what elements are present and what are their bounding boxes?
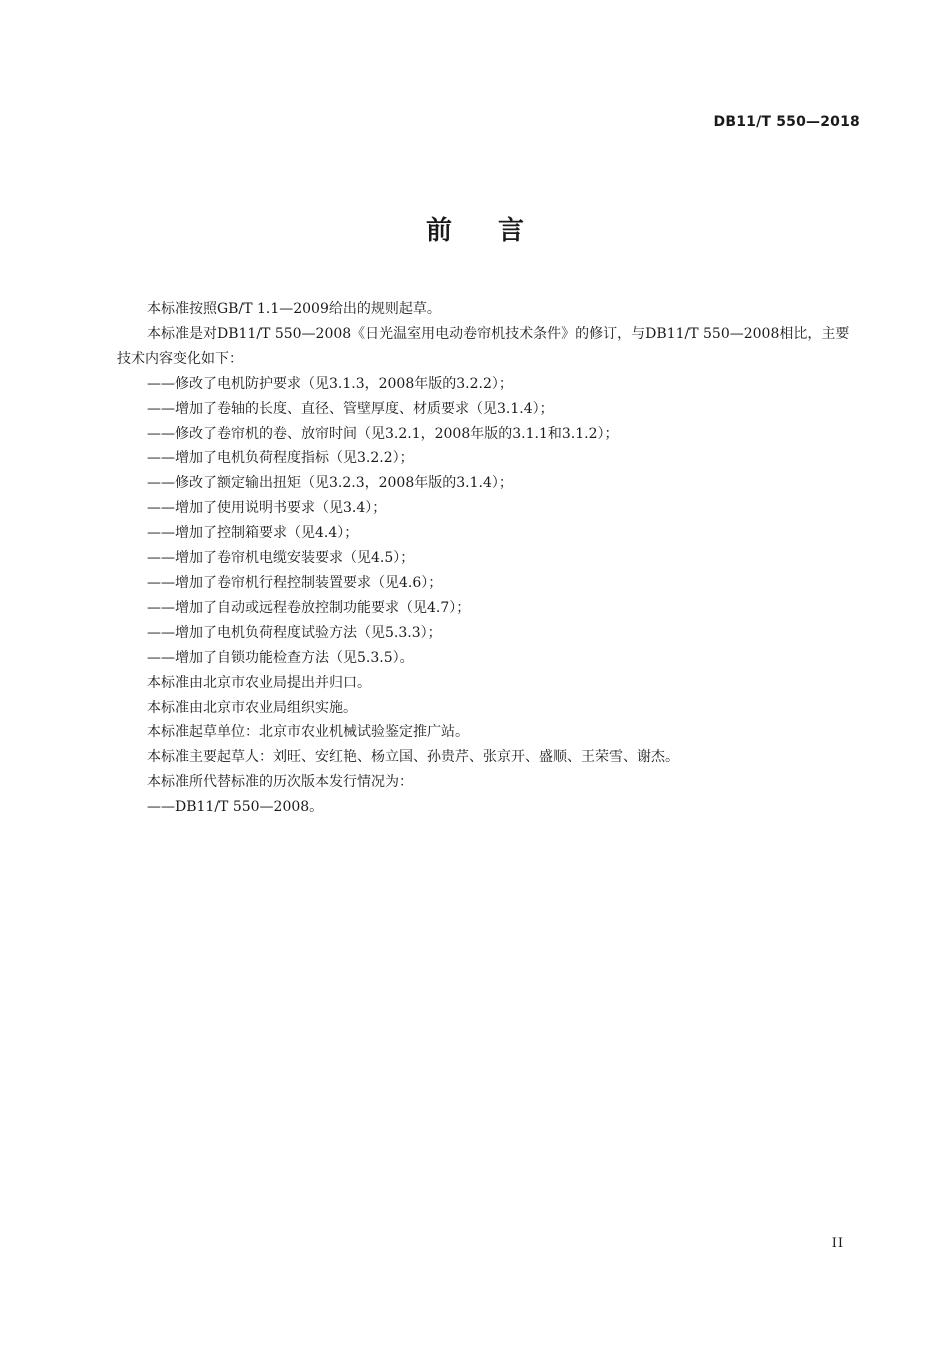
paragraph-proposer: 本标准由北京市农业局提出并归口。 xyxy=(147,674,371,691)
change-item: ——增加了自锁功能检查方法（见5.3.5）。 xyxy=(147,649,414,666)
paragraph-drafting-unit: 本标准起草单位：北京市农业机械试验鉴定推广站。 xyxy=(147,724,469,741)
change-item: ——增加了电机负荷程度试验方法（见5.3.3）； xyxy=(147,624,442,641)
page-title xyxy=(0,210,950,247)
title-char-2: 言 xyxy=(498,216,525,246)
paragraph-implementer: 本标准由北京市农业局组织实施。 xyxy=(147,699,357,716)
change-item: ——增加了电机负荷程度指标（见3.2.2）； xyxy=(147,450,414,467)
change-item: ——增加了卷帘机电缆安装要求（见4.5）； xyxy=(147,550,415,567)
change-item: ——修改了额定输出扭矩（见3.2.3，2008年版的3.1.4）； xyxy=(147,475,513,492)
change-item: ——增加了卷帘机行程控制装置要求（见4.6）； xyxy=(147,574,443,591)
change-item: ——增加了卷轴的长度、直径、管壁厚度、材质要求（见3.1.4）； xyxy=(147,400,554,417)
history-item: ——DB11/T 550—2008。 xyxy=(147,799,324,816)
document-code: DB11/T 550—2018 xyxy=(713,114,860,130)
foreword-body xyxy=(117,297,862,820)
page-number: II xyxy=(831,1236,844,1251)
paragraph-drafters: 本标准主要起草人：刘旺、安红艳、杨立国、孙贵芹、张京开、盛顺、王荣雪、谢杰。 xyxy=(147,749,679,766)
paragraph-history-intro: 本标准所代替标准的历次版本发行情况为： xyxy=(147,774,413,791)
change-item: ——增加了控制箱要求（见4.4）； xyxy=(147,525,359,542)
change-item: ——增加了自动或远程卷放控制功能要求（见4.7）； xyxy=(147,599,471,616)
title-char-1: 前 xyxy=(425,216,452,246)
paragraph-drafting-rules: 本标准按照GB/T 1.1—2009给出的规则起草。 xyxy=(147,301,441,317)
change-item: ——修改了卷帘机的卷、放帘时间（见3.2.1，2008年版的3.1.1和3.1.2）； xyxy=(147,425,619,442)
change-item: ——修改了电机防护要求（见3.1.3，2008年版的3.2.2）； xyxy=(147,375,513,392)
change-item: ——增加了使用说明书要求（见3.4）； xyxy=(147,500,387,517)
paragraph-revision-intro: 本标准是对DB11/T 550—2008《日光温室用电动卷帘机技术条件》的修订，与DB11/T 550—2008相比，主要技术内容变化如下： xyxy=(117,325,850,367)
